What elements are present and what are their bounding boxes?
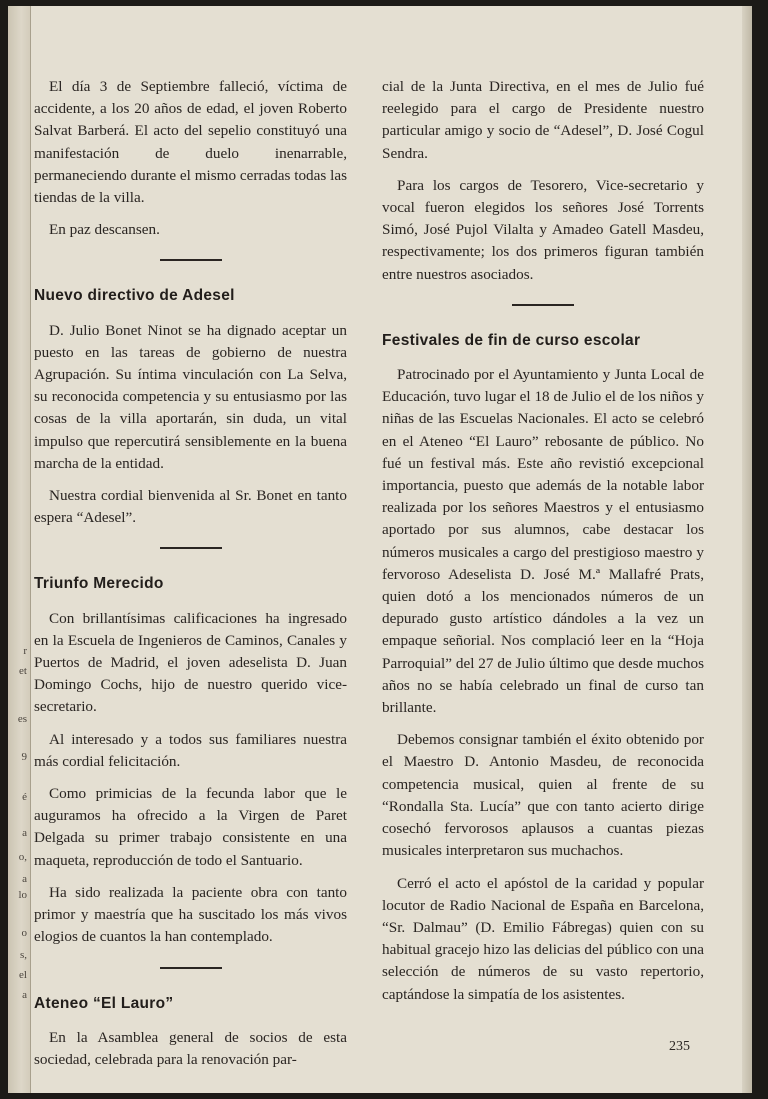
paragraph: Ha sido realizada la paciente obra con tanto primor y maestría que ha suscitado los más vivos elogios de cuantos la han contemplado. (34, 883, 347, 946)
page-edge-shadow (742, 6, 752, 1093)
page-number: 235 (669, 1039, 690, 1054)
paragraph: Para los cargos de Tesorero, Vice-secretario y vocal fueron elegidos los señores José Torrents Simó, José Pujol Vilalta y Amadeo Gatell Masdeu, respectivamente; los dos primeros figuran también entre nuestros asociados. (382, 176, 704, 283)
paragraph: D. Julio Bonet Ninot se ha dignado aceptar un puesto en las tareas de gobierno de nuestra Agrupación. Su íntima vinculación con La Selva, su reconocida competencia y su entusiasmo por las cosas de la villa aportarán, sin duda, un vital impulso que repercutirá sensiblemente en la buena marcha de la entidad. (34, 321, 347, 472)
bleed-fragment: s, (19, 949, 27, 961)
bleed-fragment: o (21, 927, 27, 939)
document-page (8, 6, 752, 1093)
paragraph: Con brillantísimas calificaciones ha ingresado en la Escuela de Ingenieros de Caminos, Canales y Puertos de Madrid, el joven adeselista D. Juan Domingo Cochs, hijo de nuestro querido vice-secretario. (34, 609, 347, 716)
section-title: Nuevo directivo de Adesel (34, 287, 235, 305)
paragraph: El día 3 de Septiembre falleció, víctima de accidente, a los 20 años de edad, el joven Roberto Salvat Barberá. El acto del sepelio constituyó una manifestación de duelo inenarrable, permaneciendo durante el mismo cerradas todas las tiendas de la villa. (34, 78, 347, 207)
paragraph: En la Asamblea general de socios de esta sociedad, celebrada para la renovación par- (34, 1028, 347, 1068)
paragraph: Nuestra cordial bienvenida al Sr. Bonet en tanto espera “Adesel”. (34, 487, 347, 527)
bleed-fragment: el (19, 969, 27, 981)
section-title: Ateneo “El Lauro” (34, 994, 174, 1012)
section-divider (160, 967, 222, 969)
paragraph: Patrocinado por el Ayuntamiento y Junta Local de Educación, tuvo lugar el 18 de Julio el de los niños y niñas de las Escuelas Nacionales. El acto se celebró en el Ateneo “El Lauro” rebosante de público. No fué un festival más. Este año revistió excepcional importancia, puesto que además de la notable labor realizada por los señores Maestros y el entusiasmo aportado por sus alumnos, cabe destacar los números musicales a cargo del prestigioso maestro y fervoroso Adeselista D. José M.ª Mallafré Prats, quien dotó a los mencionados números de un depurado gusto artístico dándoles a la vez un empaque señorial. Nos complació leer en la “Hoja Parroquial” del 27 de Julio último que desde muchos años no se había celebrado un final de curso tan brillante. (382, 366, 704, 717)
bleed-fragment: a (22, 827, 27, 839)
paragraph: Debemos consignar también el éxito obtenido por el Maestro D. Antonio Masdeu, de reconocida competencia musical, quien al frente de su “Rondalla Sta. Lucía” que con tanto acierto dirige cosechó fervorosos aplausos a cuantas piezas musicales interpretaron sus muchachos. (382, 731, 704, 860)
section-divider (160, 259, 222, 261)
section-divider (160, 547, 222, 549)
paragraph: cial de la Junta Directiva, en el mes de Julio fué reelegido para el cargo de Presidente nuestro particular amigo y socio de “Adesel”, D. José Cogul Sendra. (382, 78, 704, 162)
bleed-fragment: et (19, 665, 27, 677)
bleed-fragment: lo (18, 889, 27, 901)
bleed-fragment: r (23, 645, 27, 657)
bleed-fragment: 9 (21, 751, 27, 763)
paragraph: Como primicias de la fecunda labor que le auguramos ha ofrecido a la Virgen de Paret Delgada su primer trabajo consistente en una maqueta, reproducción de todo el Santuario. (34, 785, 347, 869)
left-column (34, 76, 347, 1081)
paragraph: Al interesado y a todos sus familiares nuestra más cordial felicitación. (34, 730, 347, 770)
right-column (382, 76, 704, 1016)
bleed-fragment: a (22, 989, 27, 1001)
paragraph: Cerró el acto el apóstol de la caridad y popular locutor de Radio Nacional de España en Barcelona, “Sr. Dalmau” (D. Emilio Fábregas) quien con su habitual gracejo hizo las delicias del público con una selección de números de su vasto repertorio, captándose la simpatía de los asistentes. (382, 874, 704, 1003)
section-title: Festivales de fin de curso escolar (382, 331, 641, 349)
section-divider (512, 304, 574, 306)
bleed-fragment: a (22, 873, 27, 885)
section-title: Triunfo Merecido (34, 575, 164, 593)
bleed-fragment: o, (18, 851, 27, 863)
paragraph: En paz descansen. (49, 221, 160, 239)
bleed-fragment: es (17, 713, 27, 725)
bleed-fragment: é (22, 791, 27, 803)
previous-page-edge (8, 6, 31, 1093)
